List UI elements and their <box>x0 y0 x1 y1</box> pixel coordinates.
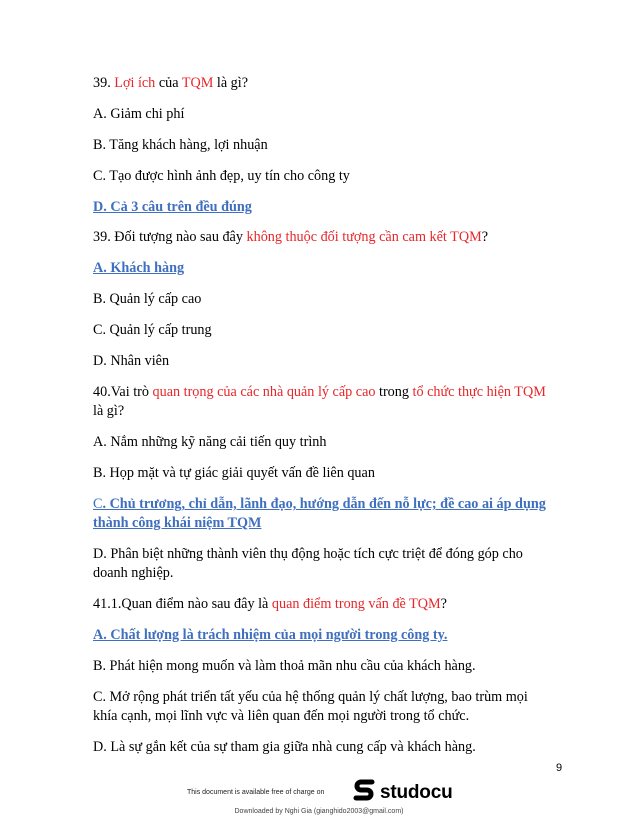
question-text: ? <box>481 229 489 245</box>
brand-name: studocu <box>380 781 453 803</box>
question-number: 39. <box>93 75 115 91</box>
option-a: A. Giảm chi phí <box>93 106 185 122</box>
highlight-text: TQM <box>181 75 214 91</box>
question-text: 41.1.Quan điểm nào sau đây là <box>93 596 272 612</box>
option-c: C. Mở rộng phát triển tất yếu của hệ thống quản lý chất lượng, bao trùm mọi <box>93 689 528 705</box>
correct-answer: D. Cả 3 câu trên đều đúng <box>93 199 252 215</box>
availability-note: This document is available free of charge on <box>187 789 325 796</box>
option-c: C. Quản lý cấp trung <box>93 322 212 338</box>
question-text: là gì? <box>213 75 249 91</box>
highlight-text: quan điểm trong vấn đề TQM <box>271 596 441 612</box>
answer-text: . Chủ trương, chỉ dẫn, lãnh đạo, hướng dẫn đến nỗ lực; đề cao ai áp dụng <box>102 496 546 512</box>
question-benefit-tqm <box>93 74 573 93</box>
option-b: B. Phát hiện mong muốn và làm thoả mãn nhu cầu của khách hàng. <box>93 658 476 674</box>
question-text: trong <box>375 384 413 400</box>
option-d-continuation: doanh nghiệp. <box>93 565 174 581</box>
option-c-continuation: khía cạnh, mọi lĩnh vực và liên quan đến mọi người trong tổ chức. <box>93 708 470 724</box>
option-a: A. Nắm những kỹ năng cải tiến quy trình <box>93 434 327 450</box>
question-continuation: là gì? <box>93 403 125 419</box>
highlight-text: không thuộc đối tượng cần cam kết TQM <box>246 229 482 245</box>
option-d: D. Nhân viên <box>93 353 170 369</box>
option-d: D. Là sự gắn kết của sự tham gia giữa nhà cung cấp và khách hàng. <box>93 739 476 755</box>
correct-answer: A. Chất lượng là trách nhiệm của mọi người trong công ty. <box>93 627 448 643</box>
correct-answer <box>93 495 573 514</box>
page-number: 9 <box>556 762 563 774</box>
question-leader-role <box>93 383 573 402</box>
question-text: 39. Đối tượng nào sau đây <box>93 229 247 245</box>
option-b: B. Họp mặt và tự giác giải quyết vấn đề liên quan <box>93 465 375 481</box>
correct-answer: A. Khách hàng <box>93 260 185 276</box>
studocu-s-icon <box>352 777 376 808</box>
download-note: Downloaded by Nghi Gia (gianghido2003@gmail.com) <box>234 808 404 815</box>
question-text: 40.Vai trò <box>93 384 153 400</box>
option-b: B. Quản lý cấp cao <box>93 291 202 307</box>
highlight-text: quan trọng của các nhà quản lý cấp cao <box>152 384 376 400</box>
question-tqm-view <box>93 595 573 614</box>
highlight-text: Lợi ích <box>114 75 156 91</box>
question-commitment <box>93 228 573 247</box>
answer-letter: C <box>93 496 103 512</box>
question-text: ? <box>440 596 447 612</box>
studocu-logo[interactable] <box>352 777 453 808</box>
highlight-text: tổ chức thực hiện TQM <box>412 384 546 400</box>
option-d: D. Phân biệt những thành viên thụ động hoặc tích cực triệt để đóng góp cho <box>93 546 523 562</box>
correct-answer-continuation: thành công khái niệm TQM <box>93 515 262 531</box>
question-text: của <box>155 75 182 91</box>
option-b: B. Tăng khách hàng, lợi nhuận <box>93 137 268 153</box>
option-c: C. Tạo được hình ảnh đẹp, uy tín cho công ty <box>93 168 350 184</box>
